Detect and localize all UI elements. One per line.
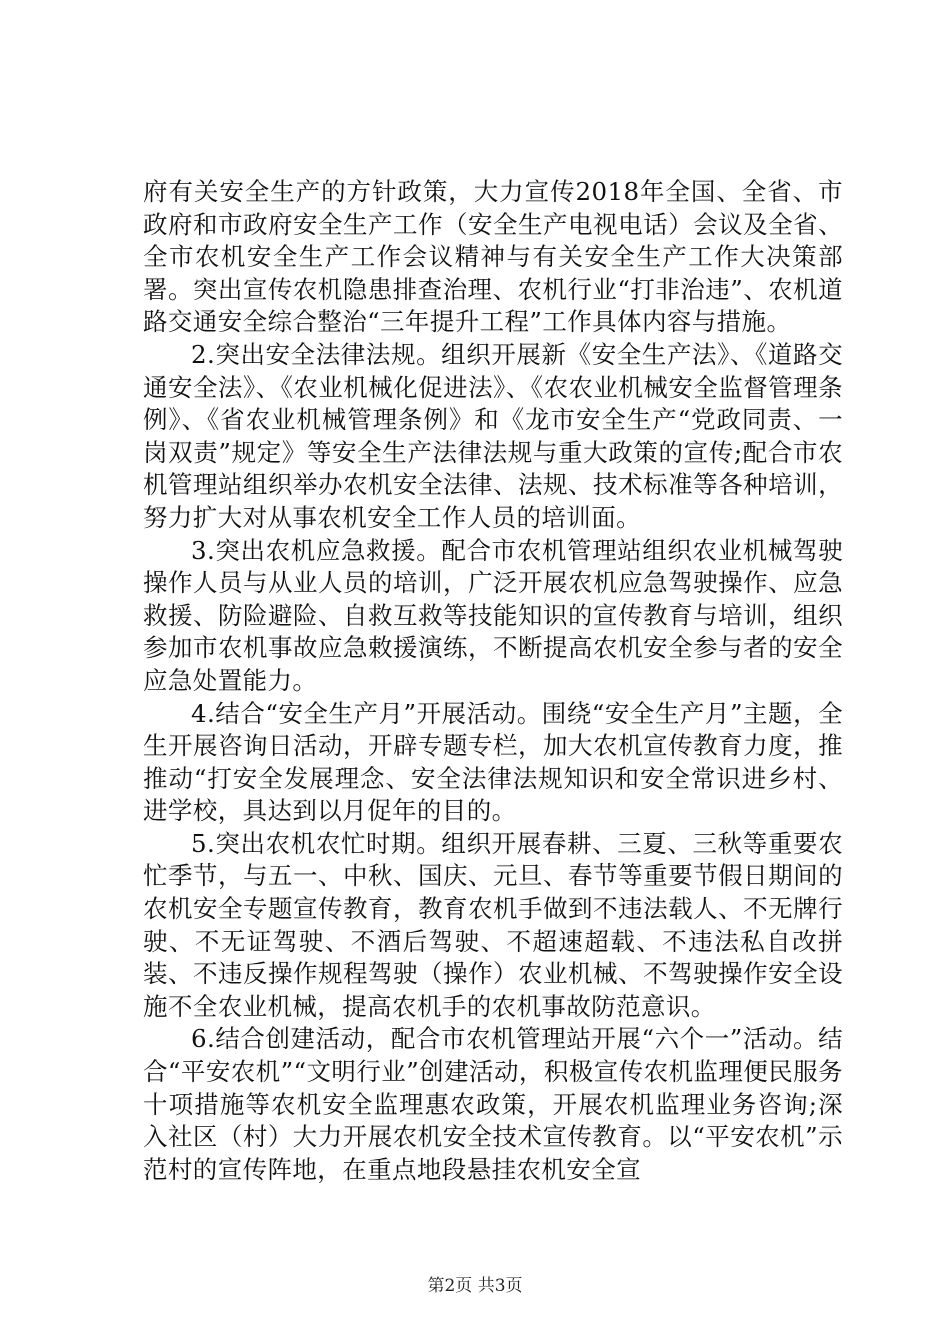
- paragraph-continuation: 府有关安全生产的方针政策，大力宣传2018年全国、全省、市政府和市政府安全生产工作（安全生产电视电话）会议及全省、全市农机安全生产工作会议精神与有关安全生产工作大决策部署。突出宣传农机隐患排查治理、农机行业“打非治违”、农机道路交通安全综合整治“三年提升工程”工作具体内容与措施。: [143, 177, 843, 337]
- paragraph-item-6: 6.结合创建活动，配合市农机管理站开展“六个一”活动。结合“平安农机”“文明行业”创建活动，积极宣传农机监理便民服务十项措施等农机安全监理惠农政策，开展农机监理业务咨询;深入社区（村）大力开展农机安全技术宣传教育。以“平安农机”示范村的宣传阵地，在重点地段悬挂农机安全宣: [143, 1024, 843, 1184]
- paragraph-item-3: 3.突出农机应急救援。配合市农机管理站组织农业机械驾驶操作人员与从业人员的培训，广泛开展农机应急驾驶操作、应急救援、防险避险、自救互救等技能知识的宣传教育与培训，组织参加市农机事故应急敕援演练，不断提高农机安全参与者的安全应急处置能力。: [143, 535, 843, 695]
- paragraph-item-4: 4.结合“安全生产月”开展活动。围绕“安全生产月”主题，全生开展咨询日活动，开辟专题专栏，加大农机宣传教育力度，推推动“打安全发展理念、安全法律法规知识和安全常识进乡村、进学校，具达到以月促年的目的。: [143, 698, 843, 826]
- page-number-footer: 第2页 共3页: [427, 1276, 523, 1296]
- paragraph-item-2: 2.突出安全法律法规。组织开展新《安全生产法》、《道路交通安全法》、《农业机械化促进法》、《农农业机械安全监督管理条例》、《省农业机械管理条例》和《龙市安全生产“党政同责、一岗双责”规定》等安全生产法律法规与重大政策的宣传;配合市农机管理站组织举办农机安全法律、法规、技术标准等各种培训，努力扩大对从事农机安全工作人员的培训面。: [143, 339, 843, 532]
- paragraph-item-5: 5.突出农机农忙时期。组织开展春耕、三夏、三秋等重要农忙季节，与五一、中秋、国庆、元旦、春节等重要节假日期间的农机安全专题宣传教育，教育农机手做到不违法载人、不无牌行驶、不无证驾驶、不酒后驾驶、不超速超载、不违法私自改拼装、不违反操作规程驾驶（操作）农业机械、不驾驶操作安全设施不全农业机械，提高农机手的农机事故防范意识。: [143, 828, 843, 1021]
- document-body: [143, 176, 843, 1186]
